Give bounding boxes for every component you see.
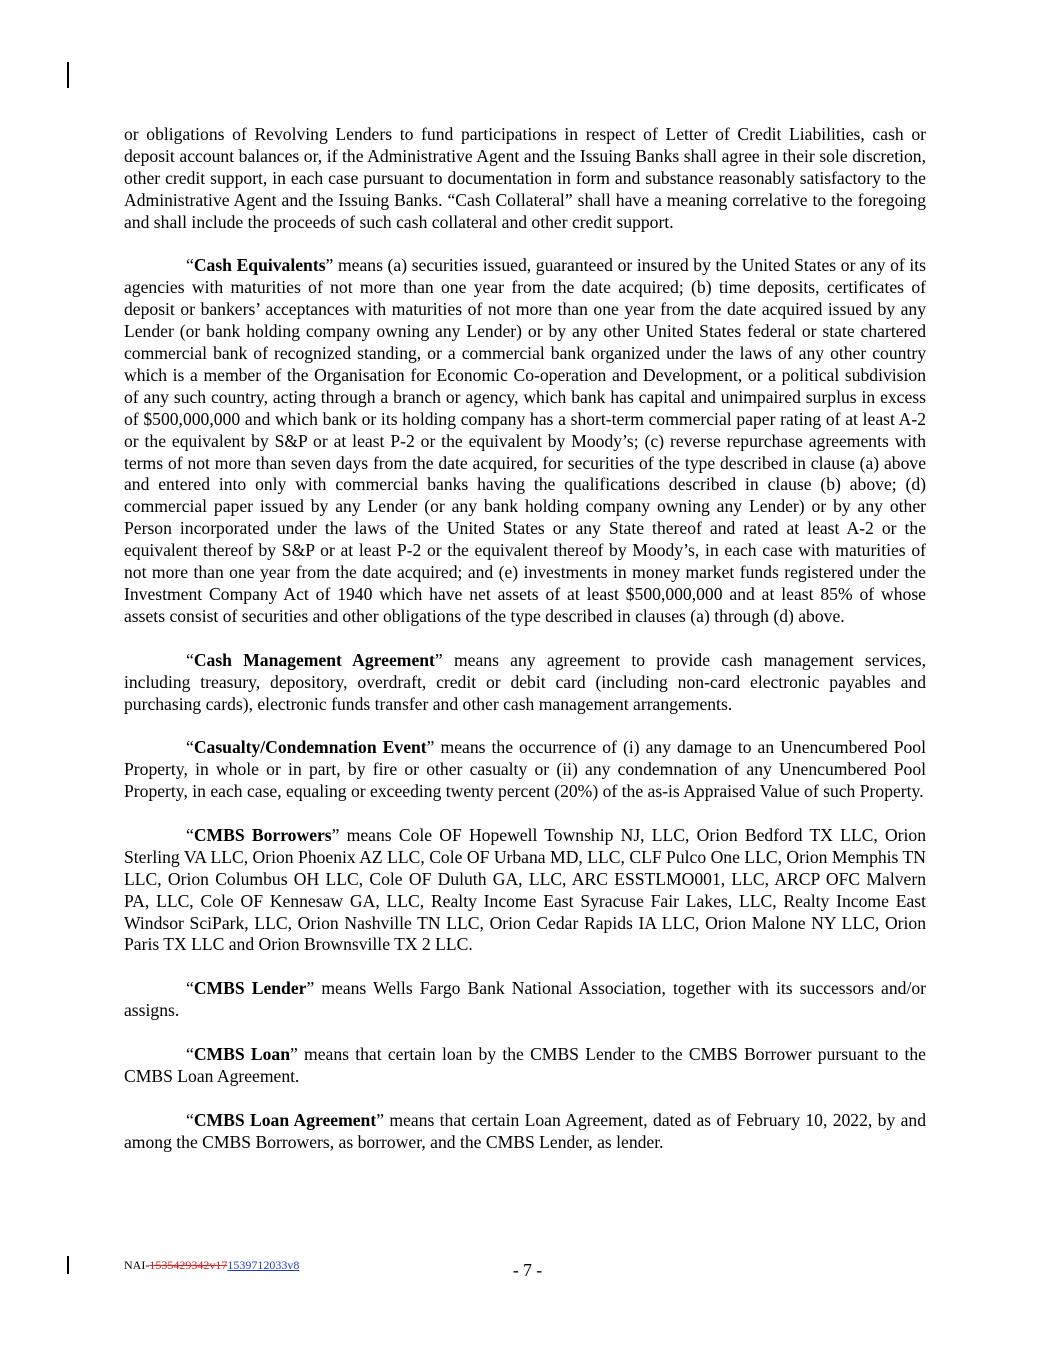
defined-term: CMBS Lender	[193, 978, 307, 999]
open-quote: “	[186, 1109, 194, 1130]
definition-casualty-condemnation-event	[124, 737, 926, 803]
doc-id-prefix: NAI-	[124, 1258, 150, 1272]
definition-cmbs-borrowers	[124, 825, 926, 956]
definition-cash-equivalents	[124, 255, 926, 627]
revision-change-bar-top	[67, 62, 69, 88]
open-quote: “	[186, 649, 194, 670]
definition-cmbs-lender	[124, 978, 926, 1022]
defined-term: Casualty/Condemnation Event	[193, 737, 427, 758]
page-number: - 7 -	[512, 1260, 543, 1280]
definition-cmbs-loan-agreement	[124, 1110, 926, 1154]
definition-text: ” means that certain Loan Agreement, dated as of February 10, 2022, by and among the CMBS Borrowers, as borrower, and the CMBS Lender, as lender.	[124, 1109, 926, 1152]
open-quote: “	[186, 737, 194, 758]
definition-cmbs-loan	[124, 1044, 926, 1088]
deleted-doc-id: 1535429342v17	[149, 1258, 228, 1272]
definition-text: ” means the occurrence of (i) any damage to an Unencumbered Pool Property, in whole or in part, by fire or other casualty or (ii) any condemnation of any Unencumbered Pool Property, in each case, equaling or exceeding twenty percent (20%) of the as-is Appraised Value of such Property.	[124, 737, 926, 802]
defined-term: Cash Management Agreement	[193, 649, 435, 670]
defined-term: Cash Equivalents	[193, 255, 326, 276]
defined-term: CMBS Loan Agreement	[193, 1109, 377, 1130]
open-quote: “	[186, 824, 194, 845]
open-quote: “	[186, 255, 194, 276]
open-quote: “	[186, 978, 194, 999]
definition-text: ” means Cole OF Hopewell Township NJ, LLC, Orion Bedford TX LLC, Orion Sterling VA LLC, Orion Phoenix AZ LLC, Cole OF Urbana MD, LLC, CLF Pulco One LLC, Orion Memphis TN LLC, Orion Columbus OH LLC, Cole OF Duluth GA, LLC, ARC ESSTLMO001, LLC, ARCP OFC Malvern PA, LLC, Cole OF Kennesaw GA, LLC, Realty Income East Syracuse Fair Lakes, LLC, Realty Income East Windsor SciPark, LLC, Orion Nashville TN LLC, Orion Cedar Rapids IA LLC, Orion Malone NY LLC, Orion Paris TX LLC and Orion Brownsville TX 2 LLC.	[124, 824, 926, 955]
definition-text: ” means that certain loan by the CMBS Lender to the CMBS Borrower pursuant to the CMBS Loan Agreement.	[124, 1043, 926, 1086]
definition-text: ” means (a) securities issued, guaranteed or insured by the United States or any of its agencies with maturities of not more than one year from the date acquired; (b) time deposits, certificates of deposit or bankers’ acceptances with maturities of not more than one year from the date acquired issued by any Lender (or bank holding company owning any Lender) or by any other United States federal or state chartered commercial bank of recognized standing, or a commercial bank organized under the laws of any other country which is a member of the Organisation for Economic Co-operation and Development, or a political subdivision of any such country, acting through a branch or agency, which bank has capital and unimpaired surplus in excess of $500,000,000 and which bank or its holding company has a short-term commercial paper rating of at least A-2 or the equivalent by S&P or at least P-2 or the equivalent by Moody’s; (c) reverse repurchase agreements with terms of not more than seven days from the date acquired, for securities of the type described in clause (a) above and entered into only with commercial banks having the qualifications described in clause (b) above; (d) commercial paper issued by any Lender (or any bank holding company owning any Lender) or by any other Person incorporated under the laws of the United States or any State thereof and rated at least A-2 or the equivalent thereof by S&P or at least P-2 or the equivalent thereof by Moody’s, in each case with maturities of not more than one year from the date acquired; and (e) investments in money market funds registered under the Investment Company Act of 1940 which have net assets of at least $500,000,000 and at least 85% of whose assets consist of securities and other obligations of the type described in clauses (a) through (d) above.	[124, 255, 926, 626]
definition-text: ” means any agreement to provide cash management services, including treasury, depository, overdraft, credit or debit card (including non-card electronic payables and purchasing cards), electronic funds transfer and other cash management arrangements.	[124, 649, 926, 714]
defined-term: CMBS Loan	[193, 1043, 290, 1064]
defined-term: CMBS Borrowers	[193, 824, 332, 845]
open-quote: “	[186, 1043, 194, 1064]
document-body	[124, 124, 926, 1175]
definition-text: ” means Wells Fargo Bank National Association, together with its successors and/or assigns.	[124, 978, 926, 1021]
inserted-doc-id: 1539712033v8	[227, 1258, 300, 1272]
intro-paragraph: or obligations of Revolving Lenders to fund participations in respect of Letter of Credit Liabilities, cash or deposit account balances or, if the Administrative Agent and the Issuing Banks shall agree in their sole discretion, other credit support, in each case pursuant to documentation in form and substance reasonably satisfactory to the Administrative Agent and the Issuing Banks. “Cash Collateral” shall have a meaning correlative to the foregoing and shall include the proceeds of such cash collateral and other credit support.	[124, 124, 926, 232]
definition-cash-management-agreement	[124, 650, 926, 716]
